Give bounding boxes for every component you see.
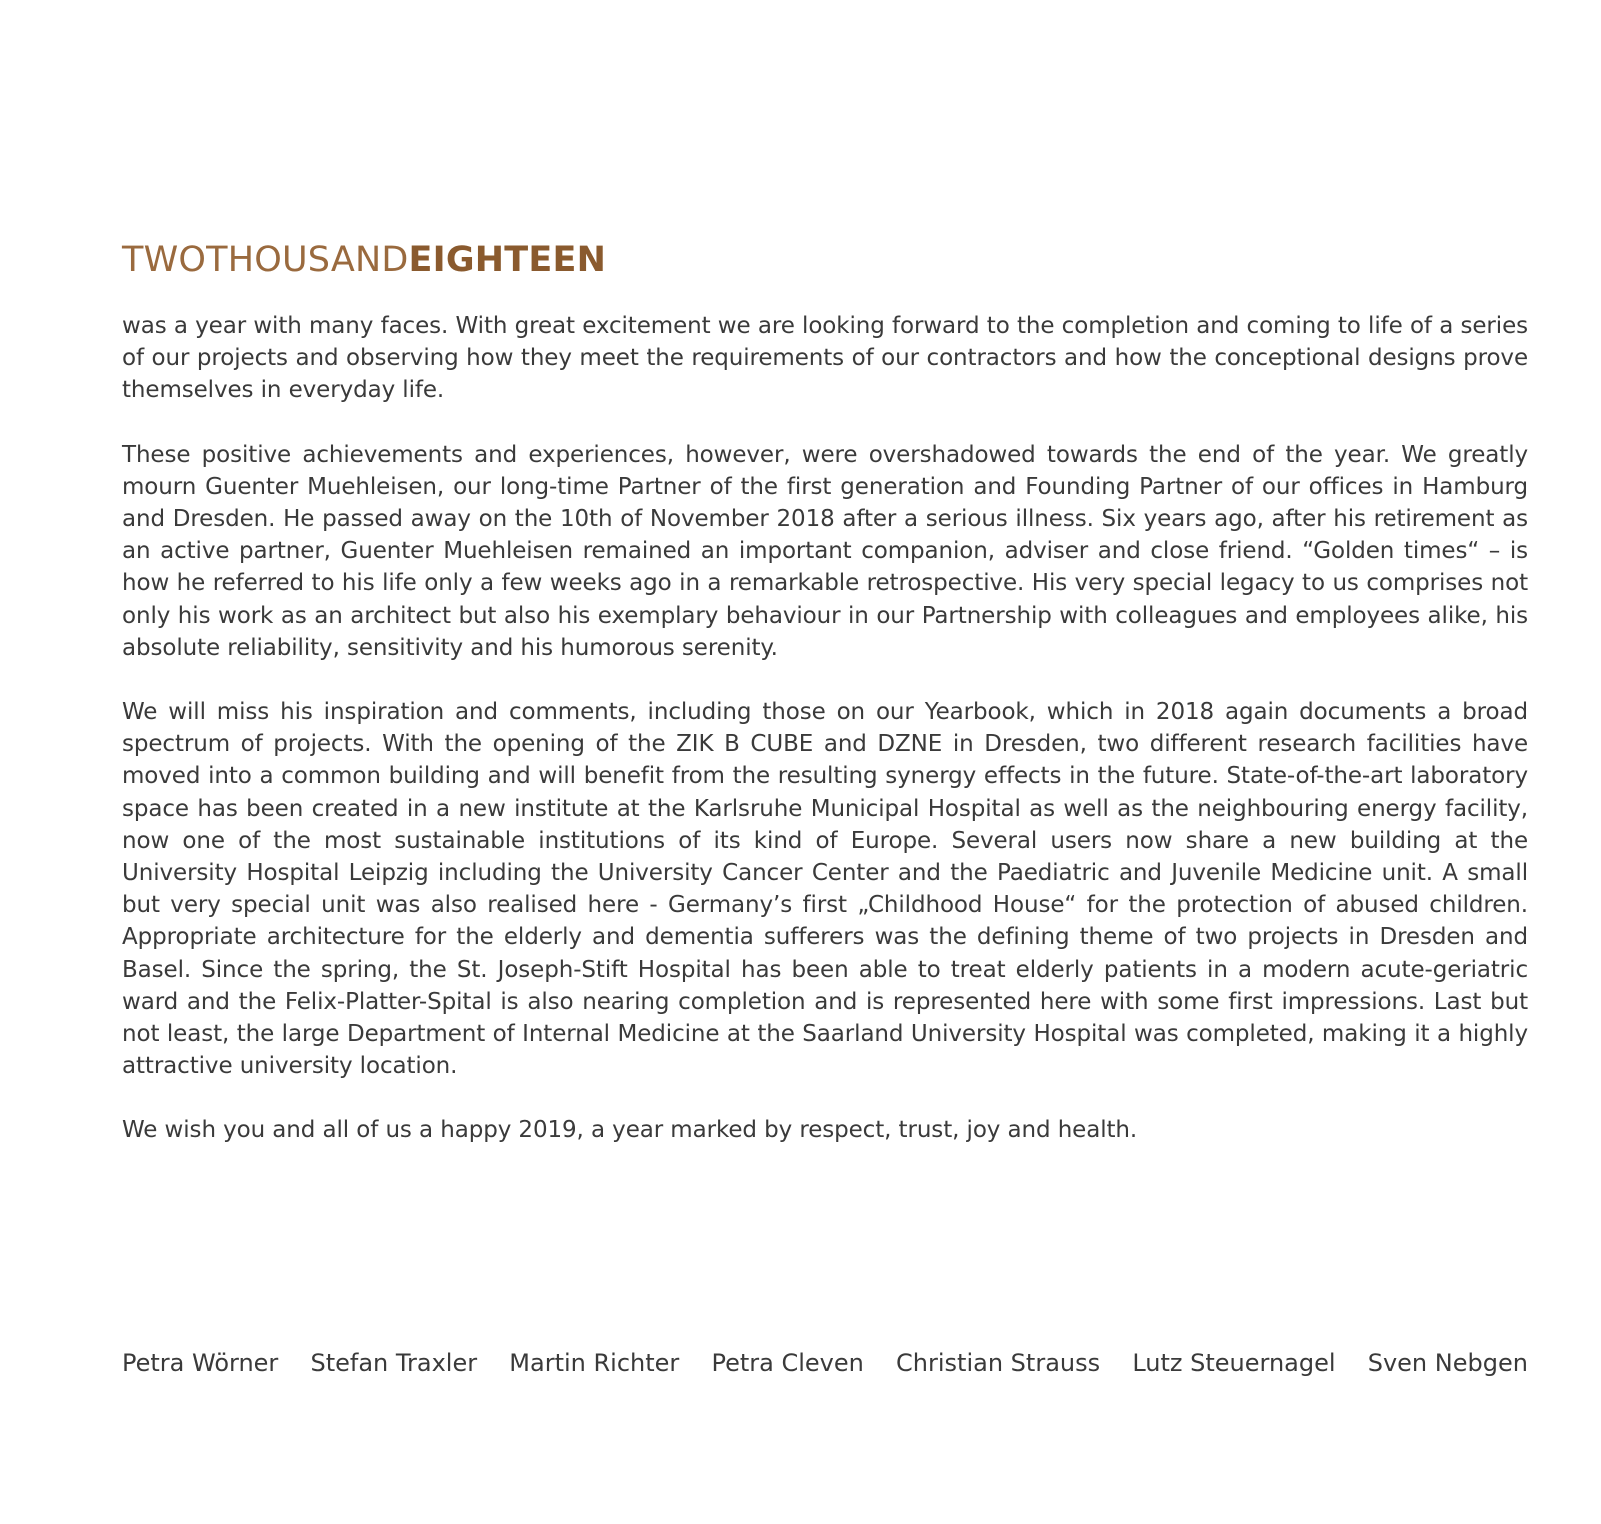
paragraph-memorial: These positive achievements and experiences, however, were overshadowed towards the end of the year. We greatly mourn Guenter Muehleisen, our long-time Partner of the first generation and Founding Partner of our offices in Hamburg and Dresden. He passed away on the 10th of November 2018 after a serious illness. Six years ago, after his retirement as an active partner, Guenter Muehleisen remained an important companion, adviser and close friend. “Golden times“ – is how he referred to his life only a few weeks ago in a remarkable retrospective. His very special legacy to us comprises not only his work as an architect but also his exemplary behaviour in our Partnership with colleagues and employees alike, his absolute reliability, sensitivity and his humorous serenity. — [122, 441, 1528, 661]
signatory-name: Petra Cleven — [711, 1349, 864, 1377]
letter-body — [122, 310, 1528, 1147]
signatory-name: Martin Richter — [509, 1349, 680, 1377]
page-title — [122, 238, 1528, 282]
paragraph-projects: We will miss his inspiration and comments, including those on our Yearbook, which in 2018 again documents a broad spectrum of projects. With the opening of the ZIK B CUBE and DZNE in Dresden, two different research facilities have moved into a common building and will benefit from the resulting synergy effects in the future. State-of-the-art laboratory space has been created in a new institute at the Karlsruhe Municipal Hospital as well as the neighbouring energy facility, now one of the most sustainable institutions of its kind of Europe. Several users now share a new building at the University Hospital Leipzig including the University Cancer Center and the Paediatric and Juvenile Medicine unit. A small but very special unit was also realised here - Germany’s first „Childhood House“ for the protection of abused children. Appropriate architecture for the elderly and dementia sufferers was the defining theme of two projects in Dresden and Basel. Since the spring, the St. Joseph-Stift Hospital has been able to treat elderly patients in a modern acute-geriatric ward and the Felix-Platter-Spital is also nearing completion and is represented here with some first impressions. Last but not least, the large Department of Internal Medicine at the Saarland University Hospital was completed, making it a highly attractive university location. — [122, 699, 1528, 1080]
signatory-name: Sven Nebgen — [1367, 1349, 1528, 1377]
signatory-name: Lutz Steuernagel — [1132, 1349, 1336, 1377]
paragraph-intro: was a year with many faces. With great excitement we are looking forward to the completion and coming to life of a series of our projects and observing how they meet the requirements of our contractors and how the conceptional designs prove themselves in everyday life. — [122, 313, 1528, 404]
letter-content — [122, 238, 1528, 1179]
signatory-name: Petra Wörner — [122, 1349, 279, 1377]
title-light-part: TWOTHOUSAND — [122, 240, 409, 280]
signatory-name: Christian Strauss — [896, 1349, 1101, 1377]
signatory-name: Stefan Traxler — [310, 1349, 478, 1377]
title-bold-part: EIGHTEEN — [408, 240, 607, 280]
paragraph-wishes: We wish you and all of us a happy 2019, a year marked by respect, trust, joy and health. — [122, 1117, 1138, 1144]
signatories-row — [122, 1347, 1528, 1379]
